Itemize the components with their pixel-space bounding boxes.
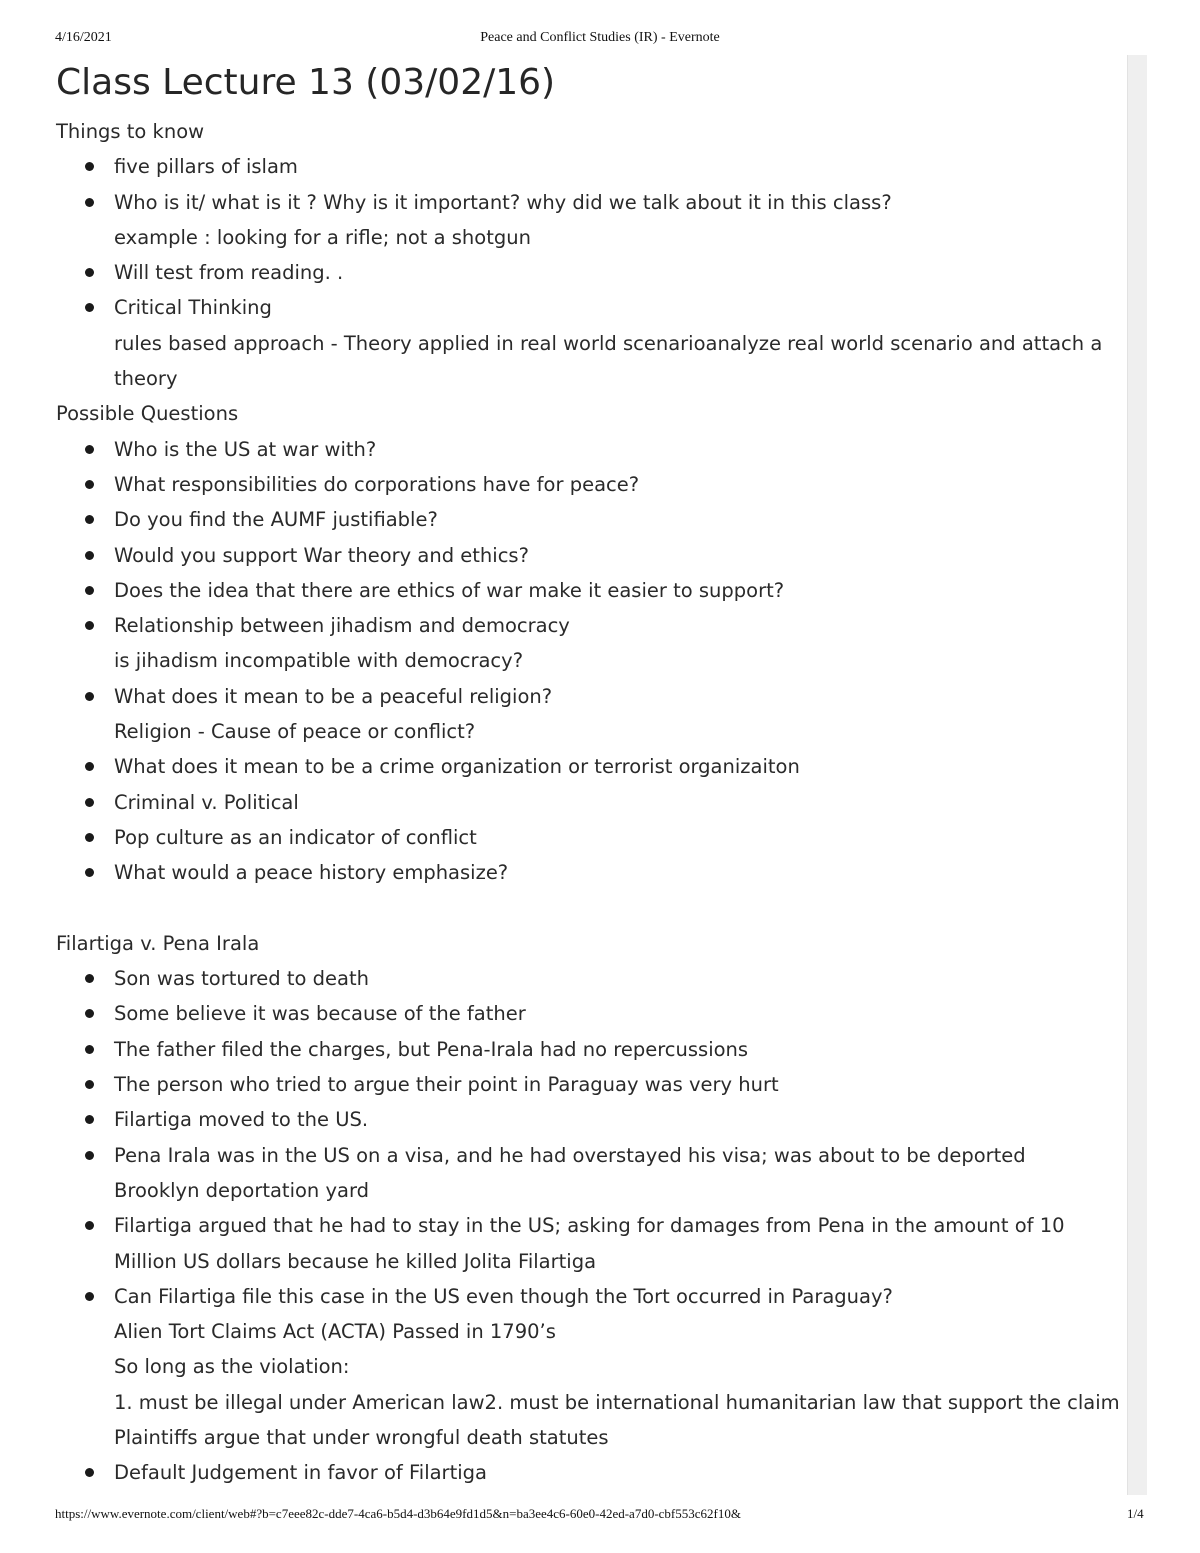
print-footer [0,1506,1200,1526]
blank-line [56,891,1124,926]
list-item-continuation: is jihadism incompatible with democracy? [114,649,524,673]
list-item: Pop culture as an indicator of conflict [56,820,1124,855]
list-item: The father filed the charges, but Pena-Irala had no repercussions [56,1032,1124,1067]
note-content [56,56,1124,1491]
list-item: Default Judgement in favor of Filartiga [56,1455,1124,1490]
section-heading-things: Things to know [56,120,205,143]
list-item: five pillars of islam [56,149,1124,184]
list-item: Relationship between jihadism and democracy [56,608,1124,643]
list-item-continuation: 1. must be illegal under American law2. must be international humanitarian law that support the claim Plaintiffs argue that under wrongful death statutes [114,1390,1120,1449]
list-item-continuation: Alien Tort Claims Act (ACTA) Passed in 1790’s [114,1320,556,1344]
list-item: Pena Irala was in the US on a visa, and he had overstayed his visa; was about to be deported [56,1138,1124,1173]
print-date: 4/16/2021 [55,30,112,45]
list-item: What does it mean to be a crime organization or terrorist organizaiton [56,749,1124,784]
list-item-continuation: rules based approach - Theory applied in real world scenarioanalyze real world scenario and attach a theory [114,331,1103,391]
list-item: Critical Thinking [56,290,1124,325]
list-item: Will test from reading. . [56,255,1124,290]
section-heading-case: Filartiga v. Pena Irala [56,931,260,955]
list-item: The person who tried to argue their point in Paraguay was very hurt [56,1067,1124,1102]
things-list [56,149,1124,396]
print-title: Peace and Conflict Studies (IR) - Evernote [480,30,720,45]
list-item: Would you support War theory and ethics? [56,538,1124,573]
list-item: Can Filartiga file this case in the US even though the Tort occurred in Paraguay? [56,1279,1124,1314]
list-item: Some believe it was because of the father [56,996,1124,1031]
list-item: Who is it/ what is it ? Why is it important? why did we talk about it in this class? [56,185,1124,220]
list-item-continuation: Religion - Cause of peace or conflict? [114,720,476,744]
list-item: Do you find the AUMF justifiable? [56,502,1124,537]
list-item: Criminal v. Political [56,785,1124,820]
note-title: Class Lecture 13 (03/02/16) [56,62,556,103]
print-url: https://www.evernote.com/client/web#?b=c7eee82c-dde7-4ca6-b5d4-d3b64e9fd1d5&n=ba3ee4c6-60e0-42ed-a7d0-cbf553c62f10& [55,1506,741,1521]
page-number: 1/4 [1127,1506,1144,1521]
section-heading-questions: Possible Questions [56,402,239,426]
list-item: Son was tortured to death [56,961,1124,996]
list-item-continuation: example : looking for a rifle; not a shotgun [114,225,531,249]
questions-list [56,432,1124,891]
list-item: Does the idea that there are ethics of war make it easier to support? [56,573,1124,608]
list-item-continuation: So long as the violation: [114,1355,350,1379]
list-item: Who is the US at war with? [56,432,1124,467]
scrollbar[interactable] [1127,55,1147,1495]
case-list [56,961,1124,1490]
list-item: Filartiga argued that he had to stay in the US; asking for damages from Pena in the amount of 10 Million US dollars because he killed Jolita Filartiga [56,1208,1124,1279]
list-item: What does it mean to be a peaceful religion? [56,679,1124,714]
list-item: What would a peace history emphasize? [56,855,1124,890]
list-item-continuation: Brooklyn deportation yard [114,1178,370,1202]
list-item: What responsibilities do corporations have for peace? [56,467,1124,502]
list-item: Filartiga moved to the US. [56,1102,1124,1137]
print-header [0,30,1200,50]
